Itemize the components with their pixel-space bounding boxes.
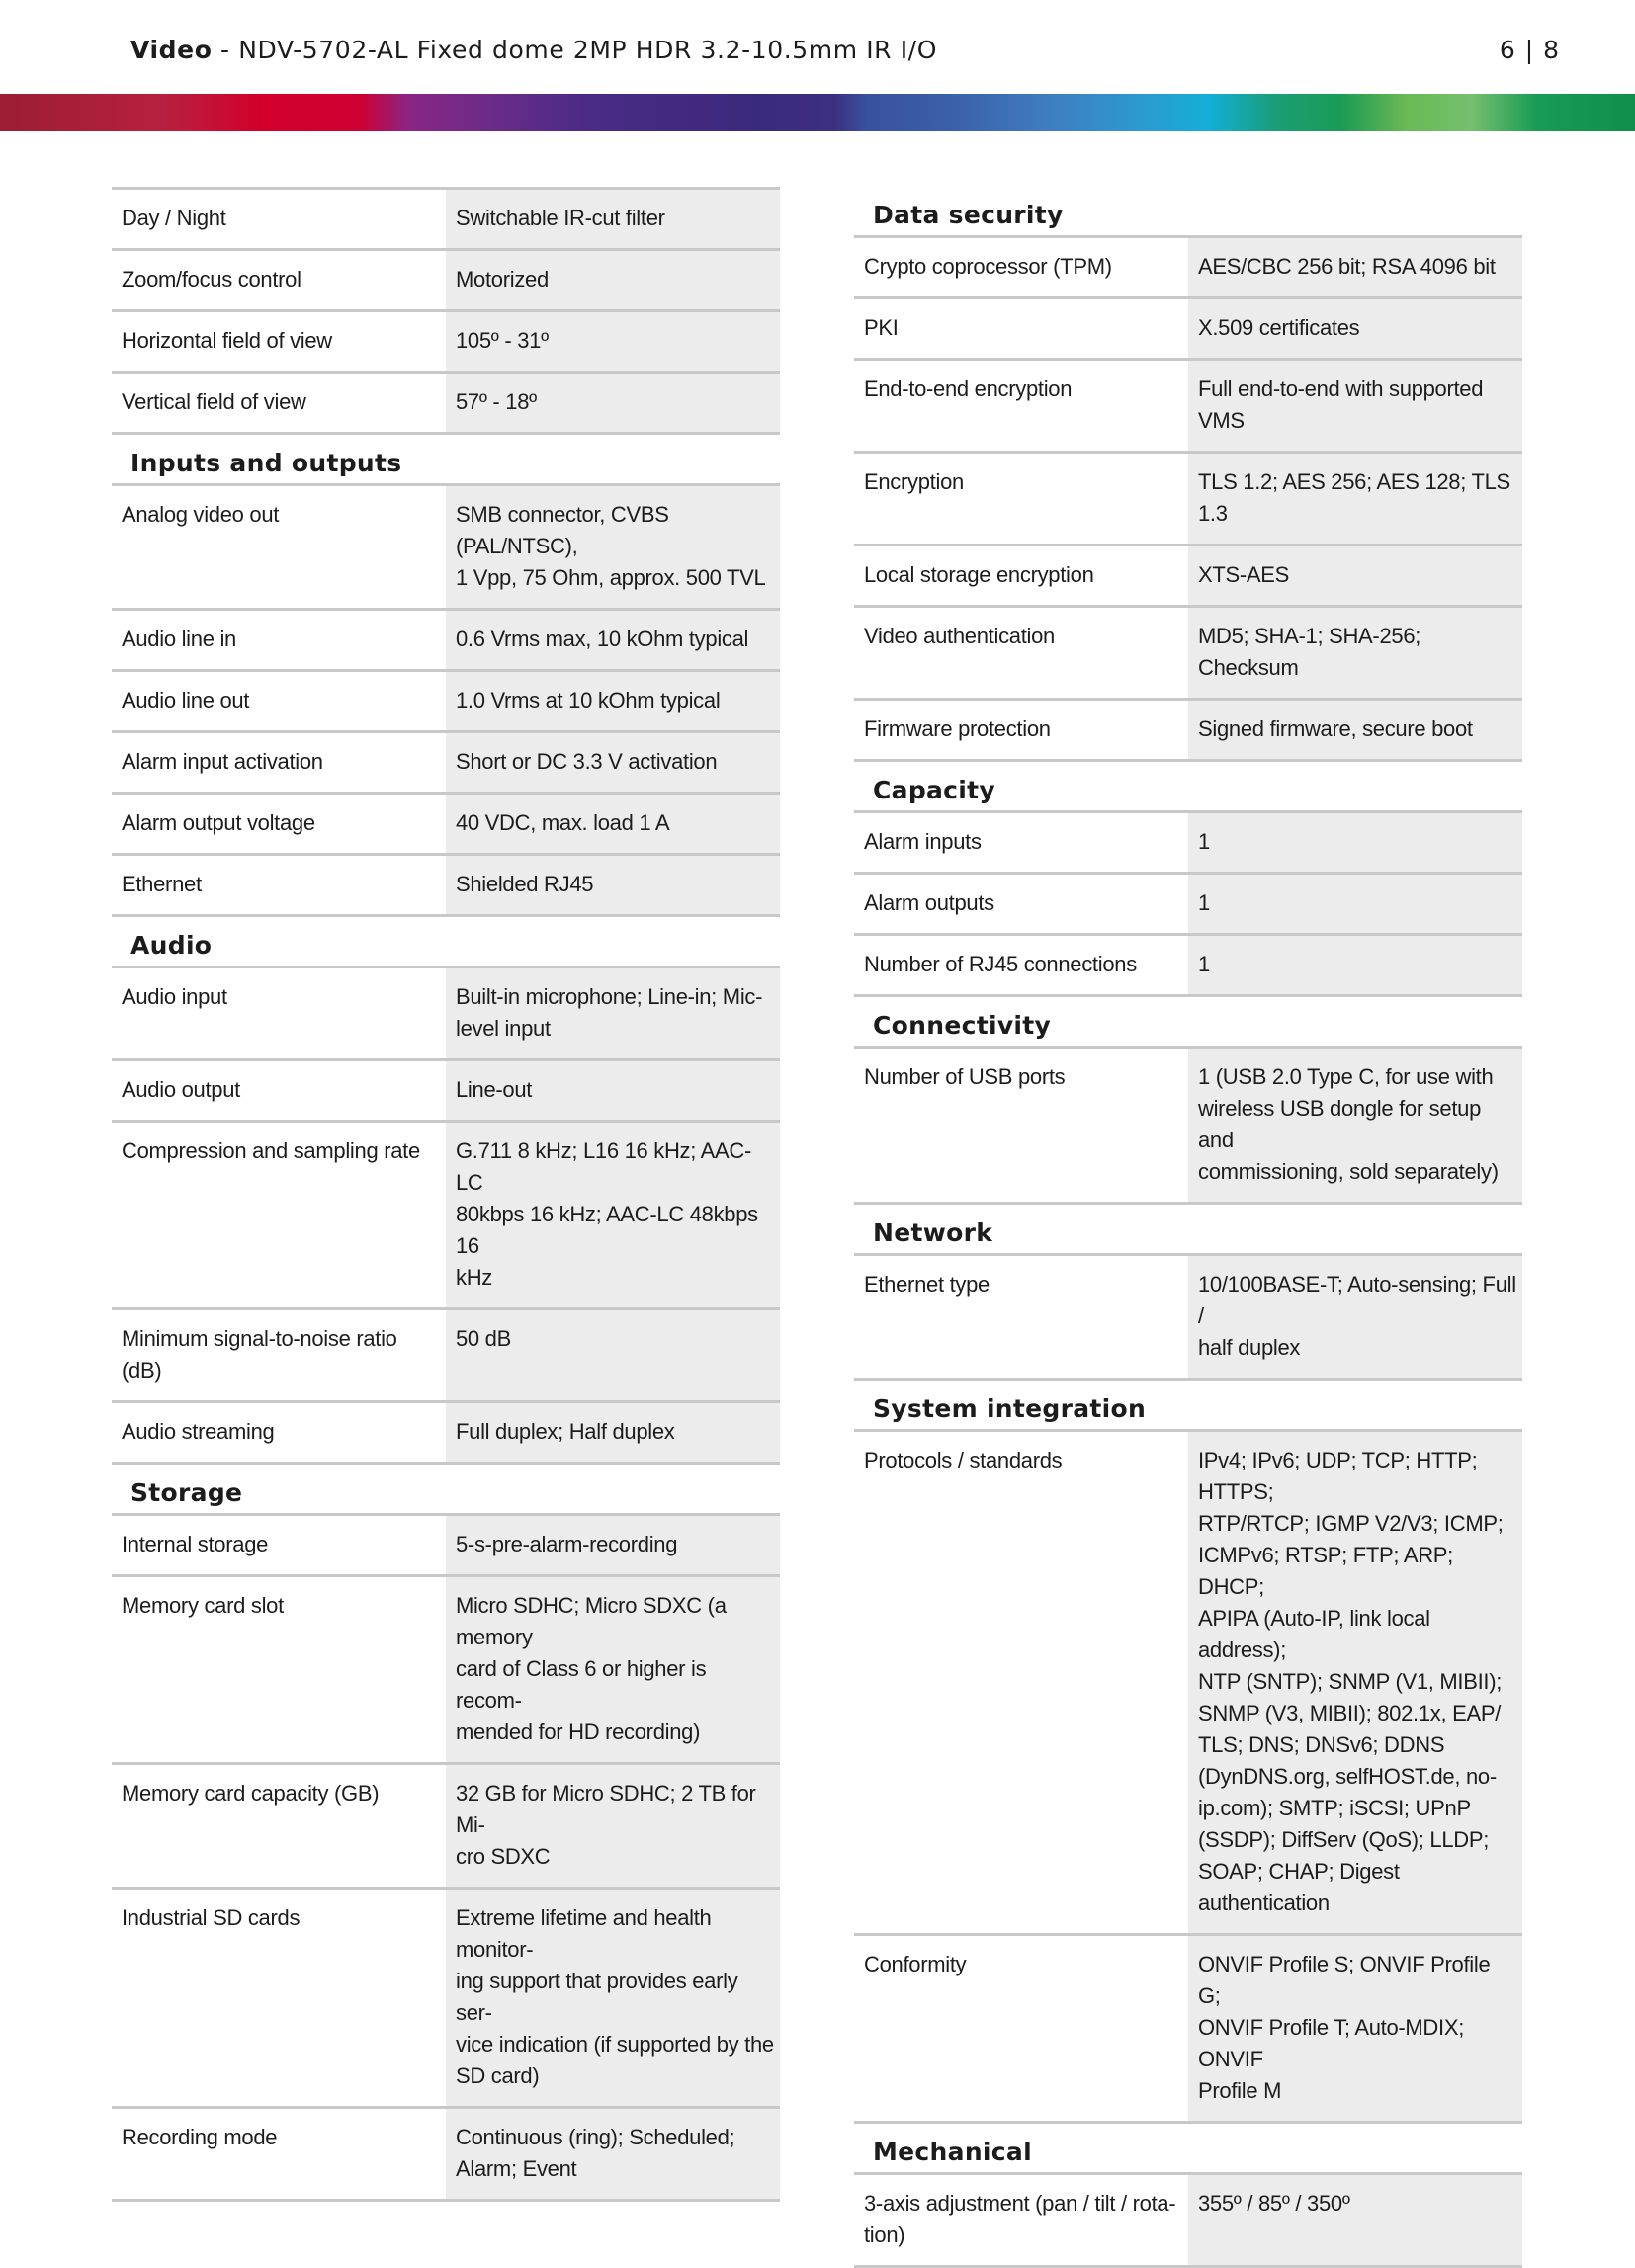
section-title-mechanical: Mechanical <box>854 2124 1522 2175</box>
section-title-system-integration: System integration <box>854 1381 1522 1432</box>
spec-value: 105º - 31º <box>446 312 780 371</box>
spec-value: 5-s-pre-alarm-recording <box>446 1516 780 1574</box>
spec-label: 3-axis adjustment (pan / tilt / rota- tion) <box>854 2175 1188 2265</box>
spec-row <box>112 1310 780 1403</box>
spec-value: 1 (USB 2.0 Type C, for use with wireless USB dongle for setup and commissioning, sold separately) <box>1188 1049 1522 1202</box>
spec-label: Ethernet type <box>854 1256 1188 1378</box>
spec-row <box>854 546 1522 608</box>
spec-row <box>854 454 1522 546</box>
spec-value: XTS-AES <box>1188 546 1522 605</box>
spec-row <box>112 611 780 672</box>
spec-row <box>112 1516 780 1577</box>
spec-row <box>112 187 780 251</box>
spec-row <box>112 795 780 856</box>
spec-label: Conformity <box>854 1936 1188 2121</box>
spec-label: Local storage encryption <box>854 546 1188 605</box>
spec-label: Audio output <box>112 1061 446 1120</box>
spec-label: PKI <box>854 299 1188 358</box>
spec-label: Protocols / standards <box>854 1432 1188 1933</box>
spec-value: IPv4; IPv6; UDP; TCP; HTTP; HTTPS; RTP/RTCP; IGMP V2/V3; ICMP; ICMPv6; RTSP; FTP; ARP; DHCP; APIPA (Auto-IP, link local address); NTP (SNTP); SNMP (V1, MIBII); SNMP (V3, MIBII); 802.1x, EAP/ TLS; DNS; DNSv6; DDNS (DynDNS.org, selfHOST.de, no- ip.com); SMTP; iSCSI; UPnP (SSDP); DiffServ (QoS); LLDP; SOAP; CHAP; Digest authentication <box>1188 1432 1522 1933</box>
spec-value: Full duplex; Half duplex <box>446 1403 780 1462</box>
section-title-network: Network <box>854 1205 1522 1256</box>
spec-row <box>112 672 780 733</box>
spec-row <box>112 1577 780 1765</box>
spec-value: X.509 certificates <box>1188 299 1522 358</box>
spec-value: Full end-to-end with supported VMS <box>1188 361 1522 451</box>
spec-label: Analog video out <box>112 486 446 608</box>
spec-value: Continuous (ring); Scheduled; Alarm; Event <box>446 2109 780 2199</box>
spec-row <box>112 312 780 374</box>
spec-label: Crypto coprocessor (TPM) <box>854 238 1188 296</box>
spec-label: Vertical field of view <box>112 374 446 432</box>
spec-label: Compression and sampling rate <box>112 1123 446 1307</box>
spec-value: Shielded RJ45 <box>446 856 780 914</box>
section-title-capacity: Capacity <box>854 762 1522 813</box>
page-header <box>130 36 1560 67</box>
spec-value: 32 GB for Micro SDHC; 2 TB for Mi- cro SDXC <box>446 1765 780 1887</box>
spec-label: Audio line out <box>112 672 446 730</box>
section-title-inputs-and-outputs: Inputs and outputs <box>112 435 780 486</box>
spec-value: Motorized <box>446 251 780 309</box>
spec-value: AES/CBC 256 bit; RSA 4096 bit <box>1188 238 1522 296</box>
spec-value: 50 dB <box>446 1310 780 1400</box>
section-title-connectivity: Connectivity <box>854 997 1522 1049</box>
spec-value: MD5; SHA-1; SHA-256; Checksum <box>1188 608 1522 698</box>
spec-row <box>112 1123 780 1310</box>
spec-row <box>854 875 1522 936</box>
spec-value: 40 VDC, max. load 1 A <box>446 795 780 853</box>
spec-value: Extreme lifetime and health monitor- ing support that provides early ser- vice indication (if supported by the SD card) <box>446 1890 780 2106</box>
spec-value: 1.0 Vrms at 10 kOhm typical <box>446 672 780 730</box>
spec-value: TLS 1.2; AES 256; AES 128; TLS 1.3 <box>1188 454 1522 544</box>
spec-value: 1 <box>1188 936 1522 994</box>
spec-row <box>112 251 780 312</box>
spec-row <box>112 1061 780 1123</box>
spec-label: Alarm inputs <box>854 813 1188 872</box>
spec-row <box>112 1403 780 1465</box>
spec-value: 355º / 85º / 350º <box>1188 2175 1522 2265</box>
spec-label: Encryption <box>854 454 1188 544</box>
spec-row <box>854 1432 1522 1936</box>
spec-label: Alarm output voltage <box>112 795 446 853</box>
brand-color-band <box>0 94 1635 131</box>
spec-value: Line-out <box>446 1061 780 1120</box>
spec-row <box>854 238 1522 299</box>
spec-label: Number of USB ports <box>854 1049 1188 1202</box>
spec-row <box>854 701 1522 762</box>
spec-label: Horizontal field of view <box>112 312 446 371</box>
page-number: 6 | 8 <box>1499 36 1560 64</box>
spec-label: Video authentication <box>854 608 1188 698</box>
section-title-data-security: Data security <box>854 187 1522 238</box>
spec-value: 57º - 18º <box>446 374 780 432</box>
spec-label: Internal storage <box>112 1516 446 1574</box>
spec-label: Audio input <box>112 968 446 1058</box>
spec-label: Industrial SD cards <box>112 1890 446 2106</box>
spec-row <box>112 374 780 435</box>
spec-value: 1 <box>1188 813 1522 872</box>
title-product: - NDV-5702-AL Fixed dome 2MP HDR 3.2-10.5mm IR I/O <box>212 36 937 64</box>
spec-label: Number of RJ45 connections <box>854 936 1188 994</box>
spec-label: Day / Night <box>112 190 446 248</box>
spec-label: Alarm input activation <box>112 733 446 792</box>
spec-row <box>854 361 1522 454</box>
spec-row <box>854 1936 1522 2124</box>
spec-row <box>854 813 1522 875</box>
spec-label: Audio line in <box>112 611 446 669</box>
spec-value: 1 <box>1188 875 1522 933</box>
spec-value: ONVIF Profile S; ONVIF Profile G; ONVIF Profile T; Auto-MDIX; ONVIF Profile M <box>1188 1936 1522 2121</box>
spec-value: Signed firmware, secure boot <box>1188 701 1522 759</box>
spec-row <box>112 1765 780 1890</box>
spec-row <box>112 486 780 611</box>
spec-row <box>854 2175 1522 2268</box>
spec-value: 10/100BASE-T; Auto-sensing; Full / half duplex <box>1188 1256 1522 1378</box>
section-title-storage: Storage <box>112 1465 780 1516</box>
spec-row <box>854 1049 1522 1205</box>
spec-label: Zoom/focus control <box>112 251 446 309</box>
spec-value: Built-in microphone; Line-in; Mic- level input <box>446 968 780 1058</box>
spec-label: Ethernet <box>112 856 446 914</box>
spec-row <box>854 299 1522 361</box>
spec-value: G.711 8 kHz; L16 16 kHz; AAC-LC 80kbps 16 kHz; AAC-LC 48kbps 16 kHz <box>446 1123 780 1307</box>
spec-row <box>112 1890 780 2109</box>
spec-row <box>112 733 780 795</box>
spec-label: Audio streaming <box>112 1403 446 1462</box>
spec-label: Recording mode <box>112 2109 446 2199</box>
spec-row <box>854 936 1522 997</box>
spec-value: Short or DC 3.3 V activation <box>446 733 780 792</box>
spec-value: Micro SDHC; Micro SDXC (a memory card of Class 6 or higher is recom- mended for HD recording) <box>446 1577 780 1762</box>
spec-row <box>112 2109 780 2202</box>
spec-row <box>854 608 1522 701</box>
spec-value: Switchable IR-cut filter <box>446 190 780 248</box>
section-title-audio: Audio <box>112 917 780 968</box>
spec-value: SMB connector, CVBS (PAL/NTSC), 1 Vpp, 75 Ohm, approx. 500 TVL <box>446 486 780 608</box>
right-spec-column <box>854 187 1522 2268</box>
spec-row <box>112 856 780 917</box>
spec-label: Memory card capacity (GB) <box>112 1765 446 1887</box>
spec-value: 0.6 Vrms max, 10 kOhm typical <box>446 611 780 669</box>
spec-label: Minimum signal-to-noise ratio (dB) <box>112 1310 446 1400</box>
document-title <box>130 36 937 64</box>
spec-row <box>854 1256 1522 1381</box>
spec-label: Firmware protection <box>854 701 1188 759</box>
left-spec-column <box>112 187 780 2202</box>
spec-row <box>112 968 780 1061</box>
title-category: Video <box>130 36 213 64</box>
spec-label: Memory card slot <box>112 1577 446 1762</box>
spec-label: End-to-end encryption <box>854 361 1188 451</box>
spec-label: Alarm outputs <box>854 875 1188 933</box>
